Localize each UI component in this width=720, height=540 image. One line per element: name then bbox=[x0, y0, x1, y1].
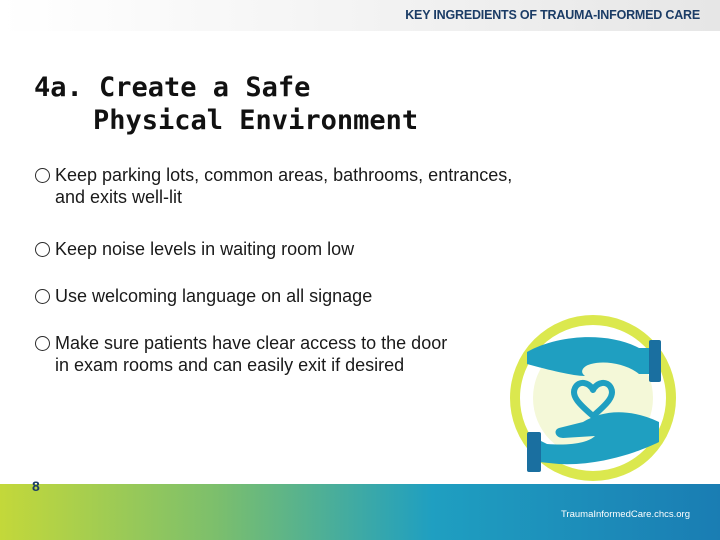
slide-title bbox=[34, 71, 418, 137]
bullet-item bbox=[35, 285, 372, 307]
page-number: 8 bbox=[32, 478, 40, 494]
footer-url[interactable]: TraumaInformedCare.chcs.org bbox=[560, 509, 690, 520]
header-title: KEY INGREDIENTS OF TRAUMA-INFORMED CARE bbox=[405, 8, 700, 22]
bullet-item bbox=[35, 238, 354, 260]
slide-title-line-2: Physical Environment bbox=[93, 105, 419, 136]
bullet-text: Keep noise levels in waiting room low bbox=[55, 239, 355, 259]
bullet-item bbox=[35, 164, 512, 208]
bullet-text: Keep parking lots, common areas, bathrooms, entrances, and exits well-lit bbox=[55, 165, 513, 207]
circle-bullet-icon bbox=[35, 168, 50, 183]
circle-bullet-icon bbox=[35, 289, 50, 304]
slide-title-line-1: 4a. Create a Safe bbox=[34, 72, 311, 103]
top-cuff-icon bbox=[649, 340, 661, 382]
circle-bullet-icon bbox=[35, 336, 50, 351]
bullet-text: Make sure patients have clear access to the door in exam rooms and can easily exit if desired bbox=[55, 333, 448, 375]
hands-heart-icon bbox=[499, 312, 689, 484]
bottom-cuff-icon bbox=[527, 432, 541, 472]
circle-bullet-icon bbox=[35, 242, 50, 257]
bullet-item bbox=[35, 332, 447, 376]
header-band bbox=[0, 0, 720, 31]
bullet-text: Use welcoming language on all signage bbox=[55, 286, 373, 306]
